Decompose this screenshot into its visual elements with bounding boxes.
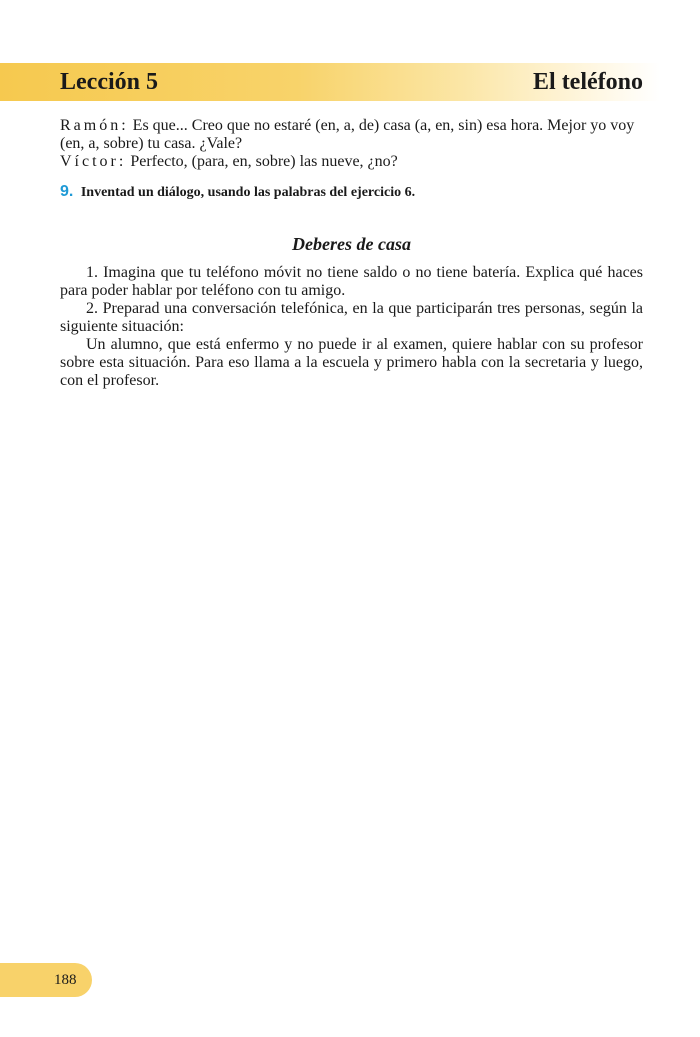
dialogue-line <box>60 117 643 153</box>
dialogue-line <box>60 153 643 171</box>
homework-heading: Deberes de casa <box>292 234 411 254</box>
exercise-number: 9. <box>60 183 74 200</box>
page-number: 188 <box>54 972 77 988</box>
lesson-number: Lección 5 <box>60 69 158 95</box>
homework-item: 2. Preparad una conversación telefónica, en la que participarán tres personas, según la siguiente situación: <box>60 300 643 335</box>
dialogue-text: Es que... Creo que no estaré (en, a, de) casa (a, en, sin) esa hora. Mejor yo voy (en, a, sobre) tu casa. ¿Vale? <box>60 117 635 152</box>
speaker-name: Víctor: <box>60 153 127 170</box>
exercise-9 <box>60 183 643 202</box>
dialogue <box>60 117 643 171</box>
speaker-name: Ramón: <box>60 117 129 134</box>
page-number-tab <box>0 963 92 997</box>
homework-section <box>60 264 643 390</box>
homework-situation: Un alumno, que está enfermo y no puede ir al examen, quiere hablar con su profesor sobre esta situación. Para eso llama a la escuela y primero habla con la secretaria y luego, con el profesor. <box>60 336 643 389</box>
exercise-instruction: Inventad un diálogo, usando las palabras del ejercicio 6. <box>80 185 416 200</box>
homework-item: 1. Imagina que tu teléfono móvit no tiene saldo o no tiene batería. Explica qué haces para poder hablar por teléfono con tu amigo. <box>60 264 643 299</box>
dialogue-text: Perfecto, (para, en, sobre) las nueve, ¿no? <box>130 153 398 170</box>
lesson-title: El teléfono <box>533 69 643 95</box>
